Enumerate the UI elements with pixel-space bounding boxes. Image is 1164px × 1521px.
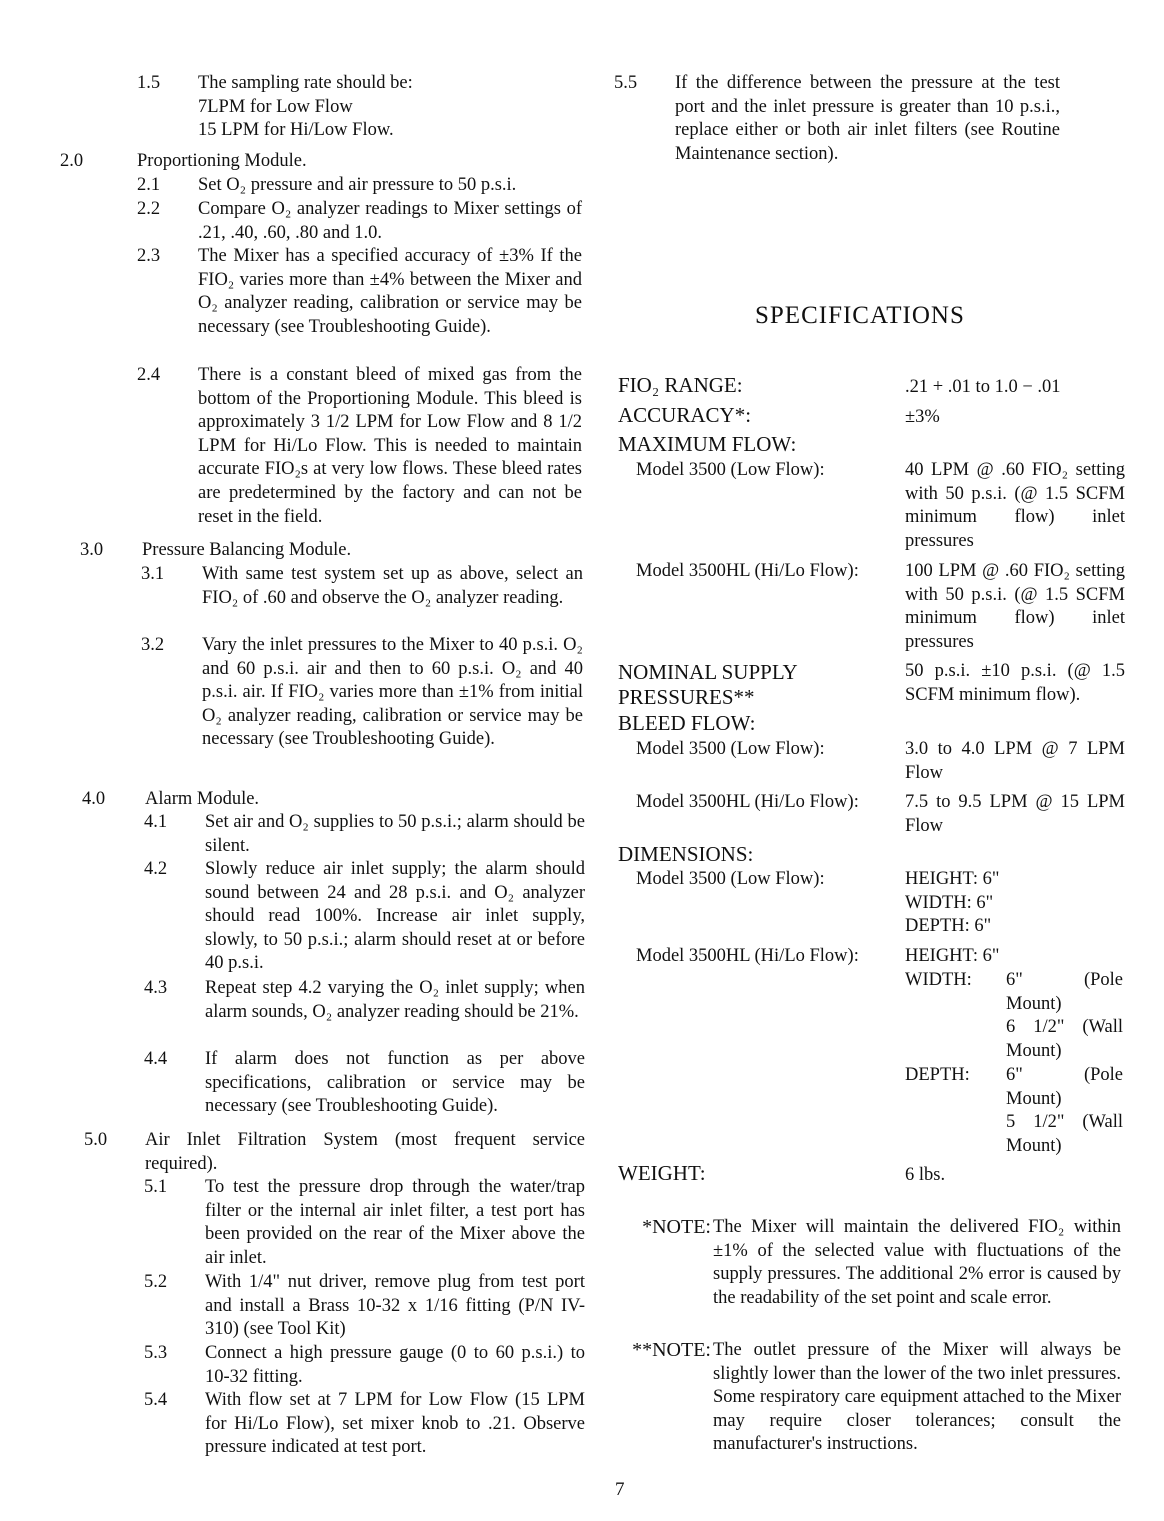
step-text: Set O₂ pressure and air pressure to 50 p.s.i. (198, 175, 517, 195)
spec-label-line: PRESSURES** (618, 685, 755, 709)
spec-value-group (905, 945, 1125, 969)
step-text: Compare O₂ analyzer readings to Mixer settings of .21, .40, .60, .80 and 1.0. (198, 199, 582, 243)
dimension-width-pole: 6" (Pole Mount) (1006, 970, 1123, 1014)
step-text: Set air and O₂ supplies to 50 p.s.i.; alarm should be silent. (205, 812, 585, 856)
spec-label-line: NOMINAL SUPPLY (618, 660, 798, 684)
spec-label: WEIGHT: (618, 1161, 706, 1185)
step-number: 5.2 (144, 1272, 168, 1292)
step-text: To test the pressure drop through the water/trap filter or the internal air inlet filter, a test port has been provided on the rear of the Mixer above the air inlet. (205, 1177, 585, 1268)
step-number: 4.2 (144, 859, 168, 879)
step-text: With same test system set up as above, select an FIO₂ of .60 and observe the O₂ analyzer reading. (202, 564, 583, 608)
section-number: 2.0 (60, 151, 84, 171)
spec-sublabel: Model 3500 (Low Flow): (636, 739, 825, 759)
step-number: 2.4 (137, 365, 161, 385)
note-text: The Mixer will maintain the delivered FIO₂ within ±1% of the selected value with fluctuations of the supply pressures. The additional 2% error is caused by the readability of the set point and scale error. (713, 1217, 1121, 1308)
step-text: Slowly reduce air inlet supply; the alarm should sound between 24 and 28 p.s.i. and O₂ analyzer should read 100%. Increase air inlet supply, slowly, to 50 p.s.i.; alarm should reset at or before 40 p.s.i. (205, 859, 585, 974)
step-text: With 1/4" nut driver, remove plug from test port and install a Brass 10-32 x 1/16 fitting (P/N IV-310) (see Tool Kit) (205, 1272, 585, 1340)
note-label: **NOTE: (632, 1339, 711, 1361)
dimension-depth-values (1006, 1064, 1123, 1158)
dimension-depth-label: DEPTH: (905, 1065, 970, 1085)
spec-value: .21 + .01 to 1.0 − .01 (905, 377, 1061, 397)
step-text: With flow set at 7 LPM for Low Flow (15 LPM for Hi/Lo Flow), set mixer knob to .21. Observe pressure indicated at test port. (205, 1390, 585, 1458)
section-number: 4.0 (82, 789, 106, 809)
step-number: 5.3 (144, 1343, 168, 1363)
step-text: If alarm does not function as per above specifications, calibration or service may be necessary (see Troubleshooting Guide). (205, 1049, 585, 1117)
spec-label: ACCURACY*: (618, 403, 752, 427)
step-text: If the difference between the pressure at the test port and the inlet pressure is greater than 10 p.s.i., replace either or both air inlet filters (see Routine Maintenance section). (675, 73, 1060, 164)
step-text: There is a constant bleed of mixed gas from the bottom of the Proportioning Module. This bleed is approximately 3 1/2 LPM for Low Flow and 8 1/2 LPM for Hi/Lo Flow. This is needed to maintain accurate FIO₂s at very low flows. These bleed rates are predetermined by the factory and can not be reset in the field. (198, 365, 582, 527)
section-number: 5.0 (84, 1130, 108, 1150)
section-heading: Pressure Balancing Module. (142, 540, 352, 560)
spec-label (618, 660, 798, 710)
section-number: 3.0 (80, 540, 104, 560)
spec-value-group (905, 868, 1125, 939)
step-number: 4.4 (144, 1049, 168, 1069)
spec-sublabel: Model 3500 (Low Flow): (636, 460, 825, 480)
step-text-line: 7LPM for Low Flow (198, 96, 353, 117)
dimension-width-values (1006, 969, 1123, 1063)
spec-sublabel: Model 3500 (Low Flow): (636, 869, 825, 889)
step-number: 2.1 (137, 175, 161, 195)
spec-value: 6 lbs. (905, 1165, 946, 1185)
spec-label: FIO₂ RANGE: (618, 373, 743, 397)
spec-label: DIMENSIONS: (618, 842, 754, 866)
note-text: The outlet pressure of the Mixer will always be slightly lower than the lower of the two inlet pressures. Some respiratory care equipment attached to the Mixer may require closer tolerances; consult the manufacturer's instructions. (713, 1340, 1121, 1455)
specifications-title: SPECIFICATIONS (755, 302, 965, 329)
spec-value: 100 LPM @ .60 FIO₂ setting with 50 p.s.i. (@ 1.5 SCFM minimum flow) inlet pressures (905, 561, 1125, 652)
step-text: Connect a high pressure gauge (0 to 60 p.s.i.) to 10-32 fitting. (205, 1343, 585, 1387)
spec-sublabel: Model 3500HL (Hi/Lo Flow): (636, 561, 859, 581)
spec-value: 40 LPM @ .60 FIO₂ setting with 50 p.s.i. (@ 1.5 SCFM minimum flow) inlet pressures (905, 460, 1125, 551)
spec-value: 50 p.s.i. ±10 p.s.i. (@ 1.5 SCFM minimum flow). (905, 661, 1125, 705)
step-number: 3.1 (141, 564, 165, 584)
step-number: 5.1 (144, 1177, 168, 1197)
step-number: 2.2 (137, 199, 161, 219)
dimension-depth-wall: 5 1/2" (Wall Mount) (1006, 1112, 1123, 1156)
section-heading: Alarm Module. (145, 789, 260, 809)
dimension-width: WIDTH: 6" (905, 892, 994, 913)
note-label: *NOTE: (642, 1216, 711, 1238)
spec-label: MAXIMUM FLOW: (618, 432, 797, 456)
spec-label: BLEED FLOW: (618, 711, 756, 735)
dimension-width-wall: 6 1/2" (Wall Mount) (1006, 1017, 1123, 1061)
dimension-height: HEIGHT: 6" (905, 946, 1000, 966)
step-number: 1.5 (137, 73, 161, 93)
spec-value: 7.5 to 9.5 LPM @ 15 LPM Flow (905, 792, 1125, 836)
page-number: 7 (615, 1479, 625, 1500)
step-number: 4.1 (144, 812, 168, 832)
spec-value: ±3% (905, 407, 940, 427)
dimension-height: HEIGHT: 6" (905, 869, 1000, 889)
step-text-line: 15 LPM for Hi/Low Flow. (198, 120, 394, 141)
dimension-depth-pole: 6" (Pole Mount) (1006, 1065, 1123, 1109)
step-text: Repeat step 4.2 varying the O₂ inlet supply; when alarm sounds, O₂ analyzer reading should be 21%. (205, 978, 585, 1022)
dimension-depth: DEPTH: 6" (905, 916, 992, 937)
step-number: 4.3 (144, 978, 168, 998)
dimension-width-label: WIDTH: (905, 970, 972, 990)
spec-value: 3.0 to 4.0 LPM @ 7 LPM Flow (905, 739, 1125, 783)
step-number: 2.3 (137, 246, 161, 266)
step-number: 5.4 (144, 1390, 168, 1410)
step-text-line: The sampling rate should be: (198, 73, 413, 93)
spec-sublabel: Model 3500HL (Hi/Lo Flow): (636, 792, 859, 812)
section-heading: Proportioning Module. (137, 151, 307, 171)
spec-sublabel: Model 3500HL (Hi/Lo Flow): (636, 946, 859, 966)
step-text: Vary the inlet pressures to the Mixer to 40 p.s.i. O₂ and 60 p.s.i. air and then to 60 p.s.i. O₂ and 40 p.s.i. air. If FIO₂ varies more than ±1% from initial O₂ analyzer reading, calibration or service may be necessary (see Troubleshooting Guide). (202, 635, 583, 750)
section-heading: Air Inlet Filtration System (most frequent service required). (145, 1130, 585, 1174)
step-number: 5.5 (614, 73, 638, 93)
step-text: The Mixer has a specified accuracy of ±3% If the FIO₂ varies more than ±4% between the Mixer and O₂ analyzer reading, calibration or service may be necessary (see Troubleshooting Guide). (198, 246, 582, 337)
step-number: 3.2 (141, 635, 165, 655)
